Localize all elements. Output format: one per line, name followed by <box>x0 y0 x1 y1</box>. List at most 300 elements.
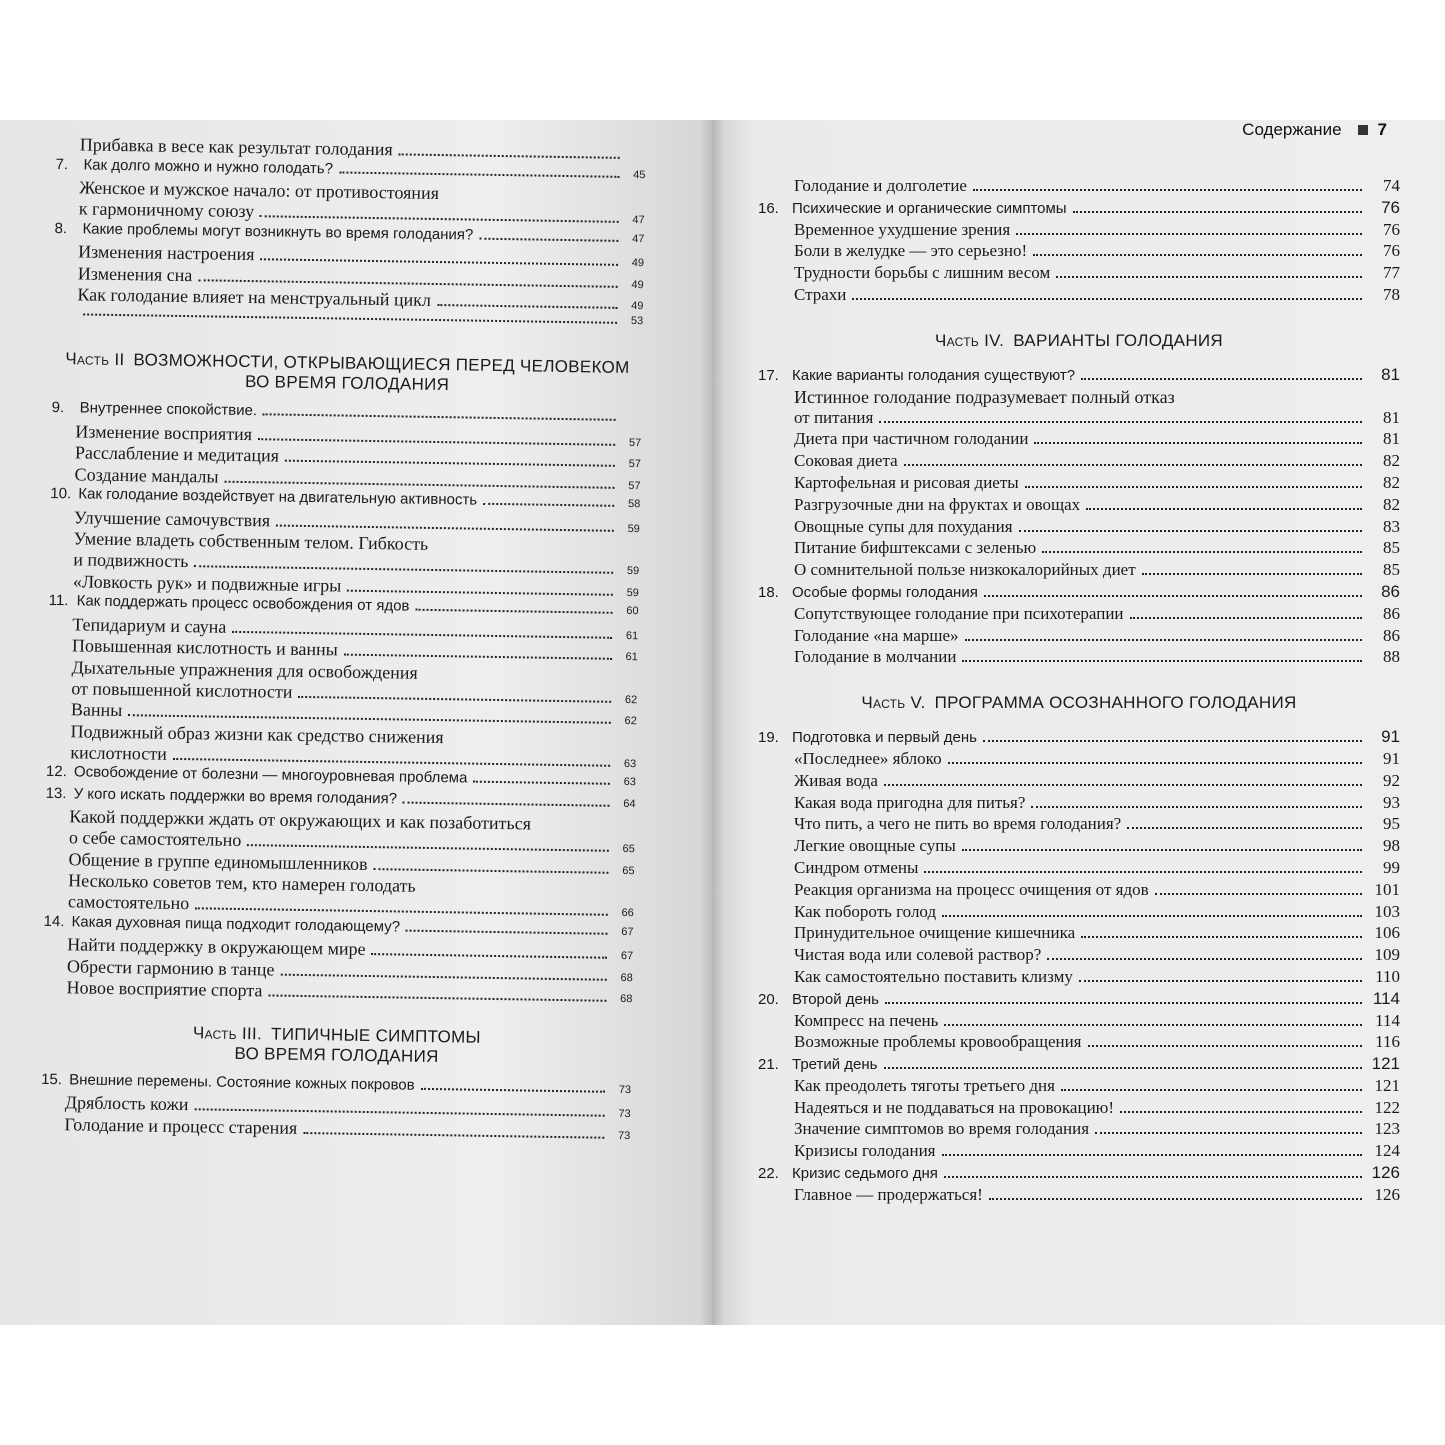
toc-subentry <box>758 793 1400 815</box>
entry-title: Создание мандалы <box>74 463 219 487</box>
chapter-number: 18. <box>758 583 779 601</box>
entry-page-number: 68 <box>620 971 633 984</box>
page-number: 7 <box>1377 120 1387 139</box>
entry-page-number: 67 <box>621 925 634 938</box>
entry-title: Как голодание влияет на менструальный цикл <box>77 284 432 310</box>
entry-page-number: 86 <box>1383 625 1400 645</box>
entry-title: Изменение восприятия <box>75 420 253 444</box>
toc-subentry <box>758 429 1400 451</box>
dot-leader <box>1047 958 1362 960</box>
dot-leader <box>198 279 617 288</box>
entry-title: Прибавка в весе как результат голодания <box>79 134 393 160</box>
dot-leader <box>83 313 617 323</box>
dot-leader <box>280 973 606 980</box>
entry-title: Синдром отмены <box>794 857 919 877</box>
entry-title: У кого искать поддержки во время голодания? <box>73 784 398 807</box>
chapter-number: 20. <box>758 990 779 1008</box>
dot-leader <box>268 994 606 1001</box>
toc-right-column <box>758 176 1400 1207</box>
toc-subentry <box>758 1032 1400 1054</box>
dot-leader <box>1081 936 1362 938</box>
entry-title: Диета при частичном голодании <box>794 429 1029 449</box>
entry-title: Какие проблемы могут возникнуть во время голодания? <box>82 219 474 244</box>
dot-leader <box>247 844 609 852</box>
entry-title: Трудности борьбы с лишним весом <box>794 263 1051 283</box>
toc-subentry <box>758 902 1400 924</box>
toc-subentry <box>758 285 1400 307</box>
toc-subentry <box>758 560 1400 582</box>
toc-subentry <box>758 473 1400 495</box>
dot-leader <box>232 630 612 638</box>
dot-leader <box>1088 1045 1362 1047</box>
chapter-number: 22. <box>758 1165 779 1183</box>
part-title-line1: ПРОГРАММА ОСОЗНАННОГО ГОЛОДАНИЯ <box>934 693 1297 713</box>
toc-group <box>758 727 1400 1207</box>
toc-subentry <box>758 814 1400 836</box>
dot-leader <box>1019 530 1362 532</box>
part-title-line1: ВОЗМОЖНОСТИ, ОТКРЫВАЮЩИЕСЯ ПЕРЕД ЧЕЛОВЕКОМ <box>133 350 630 378</box>
dot-leader <box>195 907 608 915</box>
chapter-number: 15. <box>41 1070 63 1088</box>
entry-page-number: 82 <box>1383 494 1400 514</box>
toc-subentry <box>758 451 1400 473</box>
entry-title: Повышенная кислотность и ванны <box>71 635 338 660</box>
toc-subentry <box>758 241 1400 263</box>
chapter-number: 9. <box>51 398 65 417</box>
dot-leader <box>194 565 613 574</box>
entry-title: от повышенной кислотности <box>71 677 293 702</box>
square-bullet-icon <box>1358 125 1368 135</box>
entry-page-number: 114 <box>1372 988 1400 1008</box>
entry-page-number: 57 <box>628 436 642 449</box>
chapter-number: 17. <box>758 366 779 384</box>
dot-leader <box>989 1198 1362 1200</box>
entry-page-number: 124 <box>1374 1141 1400 1161</box>
toc-entry-line: Истинное голодание подразумевает полный отказ <box>794 386 1175 407</box>
part-heading <box>758 693 1400 713</box>
running-header <box>1242 120 1387 142</box>
dot-leader <box>225 480 615 488</box>
entry-page-number: 74 <box>1383 176 1400 195</box>
dot-leader <box>962 849 1362 851</box>
toc-group <box>40 1070 631 1144</box>
chapter-number: 11. <box>48 591 69 610</box>
entry-page-number: 116 <box>1375 1032 1400 1052</box>
toc-subentry <box>758 604 1400 626</box>
entry-page-number: 126 <box>1374 1184 1400 1204</box>
dot-leader <box>339 171 619 177</box>
entry-title: «Последнее» яблоко <box>794 748 942 768</box>
toc-entry-line: Несколько советов тем, кто намерен голодать <box>68 870 416 896</box>
entry-page-number: 110 <box>1375 966 1400 986</box>
dot-leader <box>1056 276 1362 278</box>
running-header-title: Содержание <box>1242 120 1342 139</box>
dot-leader <box>1079 980 1362 982</box>
entry-title: Изменения настроения <box>78 241 255 265</box>
entry-page-number: 49 <box>631 278 644 291</box>
entry-title: Значение симптомов во время голодания <box>794 1119 1090 1139</box>
toc-subentry <box>758 1119 1400 1141</box>
dot-leader <box>374 868 609 874</box>
entry-page-number: 122 <box>1374 1097 1400 1117</box>
entry-page-number: 106 <box>1374 923 1400 943</box>
entry-title: Какие варианты голодания существуют? <box>792 366 1076 384</box>
dot-leader <box>1031 806 1362 808</box>
entry-page-number: 59 <box>626 565 640 578</box>
dot-leader <box>1034 442 1362 444</box>
entry-title: Какая вода пригодна для питья? <box>794 792 1026 812</box>
dot-leader <box>984 595 1362 597</box>
entry-page-number: 45 <box>633 168 646 181</box>
entry-title: от питания <box>794 407 874 427</box>
entry-title: Как побороть голод <box>794 901 937 921</box>
toc-subentry <box>758 495 1400 517</box>
toc-subentry <box>758 1098 1400 1120</box>
entry-title: Психические и органические симптомы <box>792 199 1067 217</box>
entry-page-number: 61 <box>625 651 638 664</box>
dot-leader <box>473 781 610 785</box>
chapter-number: 7. <box>55 155 69 173</box>
entry-title: Компресс на печень <box>794 1010 939 1030</box>
entry-title: Реакция организма на процесс очищения от ядов <box>794 879 1149 899</box>
toc-group <box>758 176 1400 307</box>
entry-page-number: 92 <box>1383 770 1400 790</box>
toc-subentry <box>758 749 1400 771</box>
entry-page-number: 101 <box>1374 879 1400 899</box>
entry-page-number: 63 <box>623 757 637 770</box>
toc-subentry <box>758 967 1400 989</box>
book-gutter <box>700 120 724 1325</box>
toc-subentry <box>758 538 1400 560</box>
entry-title: Расслабление и медитация <box>74 442 280 466</box>
dot-leader <box>406 929 608 934</box>
entry-page-number: 73 <box>618 1083 632 1096</box>
toc-subentry <box>758 626 1400 648</box>
entry-title: Какая духовная пища подходит голодающему? <box>71 912 401 936</box>
entry-page-number: 68 <box>620 992 633 1006</box>
entry-page-number: 82 <box>1383 472 1400 492</box>
entry-page-number: 67 <box>620 949 634 963</box>
entry-title: Внешние перемены. Состояние кожных покровов <box>69 1070 415 1094</box>
toc-entry-line: Какой поддержки ждать от окружающих и как позаботиться <box>69 806 532 834</box>
dot-leader <box>1127 827 1362 829</box>
entry-page-number: 62 <box>624 715 637 728</box>
dot-leader <box>403 801 610 806</box>
dot-leader <box>483 503 614 507</box>
dot-leader <box>1086 508 1362 510</box>
entry-page-number: 62 <box>624 693 638 706</box>
entry-title: Изменения сна <box>77 262 193 285</box>
dot-leader <box>303 1132 604 1139</box>
entry-title: Сопутствующее голодание при психотерапии <box>794 603 1124 623</box>
entry-title: Подготовка и первый день <box>792 729 977 747</box>
dot-leader <box>1061 1089 1362 1091</box>
entry-page-number: 95 <box>1383 814 1400 834</box>
part-title-line2: ВО ВРЕМЯ ГОЛОДАНИЯ <box>244 372 450 395</box>
entry-title: Новое восприятие спорта <box>66 977 263 1001</box>
dot-leader <box>285 460 615 467</box>
dot-leader <box>1155 893 1362 895</box>
entry-page-number: 47 <box>632 214 645 227</box>
toc-subentry <box>758 263 1400 285</box>
entry-page-number: 78 <box>1383 284 1400 304</box>
dot-leader <box>399 153 620 158</box>
dot-leader <box>884 784 1362 786</box>
entry-page-number: 86 <box>1383 603 1400 623</box>
entry-page-number: 76 <box>1383 219 1400 239</box>
entry-title: Внутреннее спокойствие. <box>79 399 258 420</box>
dot-leader <box>437 304 617 309</box>
entry-page-number: 81 <box>1381 364 1400 384</box>
dot-leader <box>942 915 1362 917</box>
toc-subentry <box>758 1185 1400 1207</box>
dot-leader <box>885 1002 1362 1004</box>
dot-leader <box>924 871 1362 873</box>
dot-leader <box>1073 211 1362 213</box>
chapter-number: 12. <box>45 762 67 781</box>
chapter-number: 16. <box>758 199 779 217</box>
dot-leader <box>944 1024 1362 1026</box>
toc-chapter-entry <box>758 198 1400 220</box>
entry-title: Кризис седьмого дня <box>792 1165 938 1183</box>
entry-page-number: 66 <box>621 906 634 920</box>
toc-left-column <box>40 134 646 1144</box>
toc-entry-line: Дыхательные упражнения для освобождения <box>71 656 418 683</box>
entry-page-number: 59 <box>627 522 640 535</box>
dot-leader <box>904 464 1362 466</box>
dot-leader <box>948 762 1362 764</box>
part-label: Часть II <box>65 349 125 370</box>
entry-page-number: 47 <box>632 232 645 245</box>
entry-title: Как преодолеть тяготы третьего дня <box>794 1075 1055 1095</box>
entry-page-number: 114 <box>1375 1010 1400 1030</box>
toc-subentry <box>758 176 1400 198</box>
dot-leader <box>942 1154 1363 1156</box>
chapter-number: 13. <box>45 784 67 802</box>
entry-page-number: 65 <box>622 864 635 877</box>
part-title-line1: ВАРИАНТЫ ГОЛОДАНИЯ <box>1013 330 1223 350</box>
dot-leader <box>852 298 1362 300</box>
entry-title: Общение в группе единомышленников <box>68 848 368 874</box>
entry-title: Найти поддержку в окружающем мире <box>67 934 366 959</box>
entry-page-number: 77 <box>1383 263 1400 283</box>
toc-subentry <box>758 923 1400 945</box>
dot-leader <box>962 660 1362 662</box>
entry-page-number: 91 <box>1383 748 1400 768</box>
entry-page-number: 82 <box>1383 451 1400 471</box>
entry-page-number: 63 <box>623 775 636 789</box>
toc-group <box>53 134 646 336</box>
chapter-number: 19. <box>758 729 779 747</box>
entry-page-number: 81 <box>1383 407 1400 427</box>
entry-page-number: 59 <box>626 586 639 599</box>
dot-leader <box>421 1087 605 1092</box>
entry-title: О сомнительной пользе низкокалорийных диет <box>794 560 1136 580</box>
toc-chapter-entry <box>758 989 1400 1011</box>
entry-page-number: 121 <box>1374 1075 1400 1095</box>
toc-subentry <box>758 771 1400 793</box>
dot-leader <box>298 695 611 702</box>
toc-group <box>758 365 1400 669</box>
dot-leader <box>479 237 618 241</box>
part-heading <box>758 331 1400 351</box>
entry-title: Обрести гармонию в танце <box>66 955 275 980</box>
entry-page-number: 60 <box>626 605 639 618</box>
entry-page-number: 49 <box>631 257 645 270</box>
entry-title: Картофельная и рисовая диеты <box>794 472 1019 492</box>
entry-page-number: 65 <box>622 842 635 856</box>
entry-page-number: 88 <box>1383 647 1400 667</box>
chapter-number: 10. <box>50 484 72 503</box>
entry-title: о себе самостоятельно <box>68 827 242 850</box>
entry-title: Третий день <box>792 1056 878 1074</box>
entry-page-number: 53 <box>630 314 644 327</box>
entry-page-number: 123 <box>1374 1119 1400 1139</box>
dot-leader <box>1033 254 1362 256</box>
toc-subentry <box>758 1011 1400 1033</box>
entry-page-number: 91 <box>1381 727 1400 747</box>
entry-title: Как поддержать процесс освобождения от ядов <box>76 592 410 615</box>
toc-subentry <box>758 220 1400 242</box>
entry-title: самостоятельно <box>67 891 190 914</box>
toc-subentry <box>758 1141 1400 1163</box>
book-spread <box>0 120 1445 1325</box>
entry-title: Временное ухудшение зрения <box>794 219 1011 239</box>
toc-chapter-entry <box>758 365 1400 387</box>
chapter-number: 14. <box>43 912 65 930</box>
entry-title: Дряблость кожи <box>64 1092 189 1115</box>
dot-leader <box>983 740 1362 742</box>
toc-subentry <box>758 945 1400 967</box>
toc-entry-line: Женское и мужское начало: от противостояния <box>79 177 440 204</box>
dot-leader <box>372 953 608 959</box>
entry-page-number: 58 <box>627 498 641 511</box>
dot-leader <box>1025 486 1362 488</box>
entry-title: Главное — продержаться! <box>794 1184 983 1204</box>
entry-title: кислотности <box>70 741 168 764</box>
entry-title: Страхи <box>794 284 847 304</box>
entry-page-number: 61 <box>625 629 639 642</box>
entry-title: Улучшение самочувствия <box>73 506 271 530</box>
dot-leader <box>173 757 610 766</box>
chapter-number: 8. <box>54 219 68 237</box>
dot-leader <box>1095 1132 1362 1134</box>
entry-title: к гармоничному союзу <box>78 198 255 222</box>
toc-chapter-entry <box>758 1054 1400 1076</box>
dot-leader <box>1042 551 1362 553</box>
toc-subentry <box>758 647 1400 669</box>
toc-subentry <box>758 858 1400 880</box>
entry-page-number: 83 <box>1383 516 1400 536</box>
entry-title: Голодание и долголетие <box>794 176 967 195</box>
toc-subentry <box>758 408 1400 430</box>
dot-leader <box>344 654 612 660</box>
entry-page-number: 76 <box>1383 241 1400 261</box>
entry-page-number: 85 <box>1383 560 1400 580</box>
toc-subentry <box>758 1076 1400 1098</box>
entry-page-number: 81 <box>1383 429 1400 449</box>
entry-title: Освобождение от болезни — многоуровневая проблема <box>73 763 468 787</box>
entry-page-number: 76 <box>1381 197 1400 217</box>
toc-entry-line: Умение владеть собственным телом. Гибкость <box>73 528 429 554</box>
entry-title: Ванны <box>70 699 123 721</box>
dot-leader <box>347 589 613 595</box>
dot-leader <box>1130 617 1362 619</box>
dot-leader <box>884 1067 1363 1069</box>
dot-leader <box>1081 378 1362 380</box>
entry-title: Принудительное очищение кишечника <box>794 923 1076 943</box>
toc-group <box>42 399 641 1008</box>
dot-leader <box>1016 233 1362 235</box>
toc-chapter-entry <box>758 727 1400 749</box>
part-label: Часть III. <box>192 1022 263 1043</box>
entry-title: Голодание «на марше» <box>794 625 959 645</box>
dot-leader <box>973 189 1362 191</box>
dot-leader <box>1142 573 1362 575</box>
entry-title: и подвижность <box>73 549 189 572</box>
entry-page-number: 103 <box>1374 901 1400 921</box>
entry-title: Живая вода <box>794 770 878 790</box>
entry-page-number: 73 <box>618 1107 631 1121</box>
entry-title: Овощные супы для похудания <box>794 516 1013 536</box>
toc-subentry <box>758 517 1400 539</box>
entry-page-number: 121 <box>1371 1054 1400 1074</box>
entry-page-number: 85 <box>1383 538 1400 558</box>
entry-title: Возможные проблемы кровообращения <box>794 1032 1082 1052</box>
entry-page-number: 57 <box>628 458 641 471</box>
toc-chapter-entry <box>758 1163 1400 1185</box>
toc-entry-line: Подвижный образ жизни как средство снижения <box>70 720 444 747</box>
entry-title: Питание бифштексами с зеленью <box>794 538 1037 558</box>
entry-title: Соковая диета <box>794 451 898 471</box>
part-label: Часть IV. <box>935 330 1005 350</box>
entry-page-number: 64 <box>623 797 636 810</box>
entry-page-number: 93 <box>1383 792 1400 812</box>
entry-title: Как долго можно и нужно голодать? <box>83 155 334 177</box>
entry-title: Тепидариум и сауна <box>72 613 227 637</box>
dot-leader <box>1120 1111 1362 1113</box>
part-title-line1: ТИПИЧНЫЕ СИМПТОМЫ <box>270 1023 482 1047</box>
entry-page-number: 86 <box>1381 581 1400 601</box>
entry-page-number: 126 <box>1371 1163 1400 1183</box>
dot-leader <box>260 215 619 223</box>
entry-title: Разгрузочные дни на фруктах и овощах <box>794 494 1081 514</box>
entry-title: Кризисы голодания <box>794 1141 936 1161</box>
dot-leader <box>944 1176 1362 1178</box>
entry-title: Голодание в молчании <box>794 647 957 667</box>
entry-page-number: 98 <box>1383 836 1400 856</box>
entry-title: Что пить, а чего не пить во время голодания? <box>794 814 1122 834</box>
toc-subentry <box>758 880 1400 902</box>
part-label: Часть V. <box>861 693 926 713</box>
entry-title: Голодание и процесс старения <box>64 1113 298 1138</box>
dot-leader <box>260 258 618 266</box>
entry-title: Как самостоятельно поставить клизму <box>794 966 1073 986</box>
entry-page-number: 73 <box>617 1129 631 1142</box>
entry-title: Надеяться и не поддаваться на провокацию! <box>794 1097 1115 1117</box>
entry-title: Особые формы голодания <box>792 583 978 601</box>
dot-leader <box>194 1108 604 1116</box>
entry-page-number: 49 <box>631 300 644 313</box>
dot-leader <box>879 421 1362 423</box>
chapter-number: 21. <box>758 1056 779 1074</box>
dot-leader <box>415 609 612 614</box>
entry-title: «Ловкость рук» и подвижные игры <box>72 570 342 596</box>
dot-leader <box>258 438 615 446</box>
entry-title: Боли в желудке — это серьезно! <box>794 241 1028 261</box>
dot-leader <box>276 524 614 531</box>
entry-page-number: 109 <box>1374 945 1400 965</box>
